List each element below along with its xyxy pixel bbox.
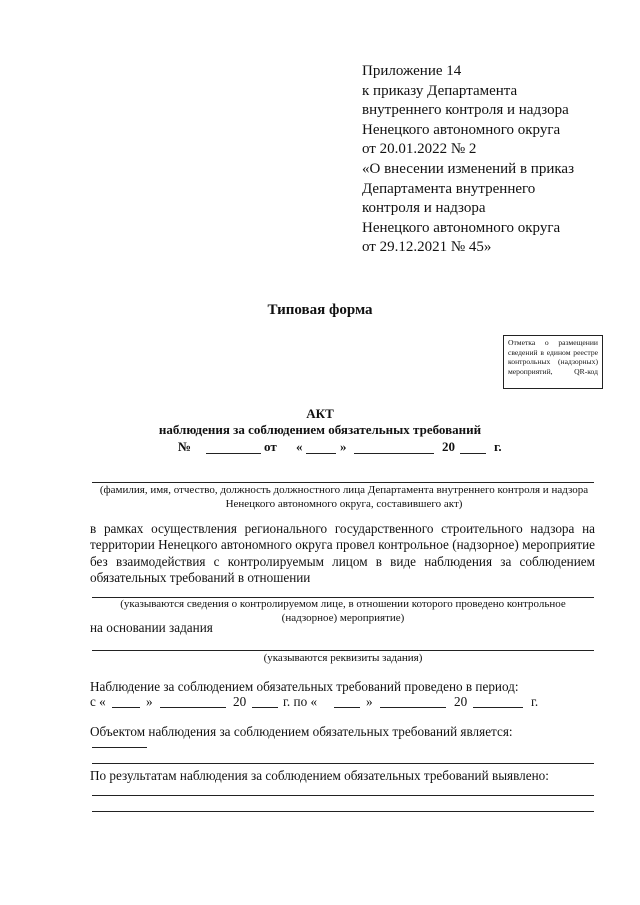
period-quote-close2: »	[366, 694, 373, 709]
paragraph-line: обязательных требований в отношении	[90, 570, 311, 586]
period-day-to-blank[interactable]	[334, 707, 360, 708]
header-line: от 20.01.2022 № 2	[362, 141, 477, 158]
header-line: к приказу Департамента	[362, 82, 518, 99]
from-label: от	[264, 439, 277, 454]
month-blank[interactable]	[354, 453, 434, 454]
task-caption: (указываются реквизиты задания)	[263, 652, 423, 664]
results-line-2[interactable]	[92, 811, 594, 812]
official-line[interactable]	[92, 482, 594, 483]
header-line: Ненецкого автономного округа	[362, 121, 561, 138]
period-month-from-blank[interactable]	[160, 707, 226, 708]
form-type-title: Типовая форма	[267, 302, 373, 318]
period-row	[90, 694, 595, 712]
period-from: с «	[90, 694, 106, 709]
day-blank[interactable]	[306, 453, 336, 454]
year-suffix: г.	[494, 439, 502, 454]
period-month-to-blank[interactable]	[380, 707, 446, 708]
task-line[interactable]	[92, 650, 594, 651]
year-prefix: 20	[442, 439, 455, 454]
header-line: Ненецкого автономного округа	[362, 219, 561, 236]
official-caption: (фамилия, имя, отчество, должность должностного лица Департамента внутреннего контроля и надзора Ненецкого автономного округа, составившего акт)	[99, 484, 589, 510]
period-quote-close: »	[146, 694, 153, 709]
number-blank[interactable]	[206, 453, 261, 454]
period-to: г. по «	[283, 694, 318, 709]
quote-open: «	[296, 439, 303, 454]
basis-label: на основании задания	[90, 620, 213, 635]
results-line-1[interactable]	[92, 795, 594, 796]
header-line: «О внесении изменений в приказ	[362, 160, 574, 177]
header-line: Приложение 14	[362, 63, 462, 79]
act-title: АКТ	[306, 406, 334, 421]
header-line: внутреннего контроля и надзора	[362, 102, 569, 119]
object-text: Объектом наблюдения за соблюдением обязательных требований является:	[90, 724, 513, 739]
period-year-from-blank[interactable]	[252, 707, 278, 708]
object-line-short[interactable]	[92, 747, 147, 748]
period-text: Наблюдение за соблюдением обязательных требований проведено в период:	[90, 679, 519, 694]
header-line: контроля и надзора	[362, 200, 486, 217]
qr-registry-box: Отметка о размещении сведений в едином реестре контрольных (надзорных) мероприятий, QR-код	[503, 335, 603, 389]
results-text: По результатам наблюдения за соблюдением обязательных требований выявлено:	[90, 768, 549, 783]
object-line[interactable]	[92, 763, 594, 764]
paragraph-line: территории Ненецкого автономного округа провел контрольное (надзорное) мероприятие	[90, 537, 595, 553]
paragraph-line: без взаимодействия с контролируемым лицом в виде наблюдения за соблюдением	[90, 553, 595, 569]
main-paragraph	[90, 521, 595, 587]
quote-close: »	[340, 439, 347, 454]
period-year-suffix: г.	[531, 694, 539, 709]
header-line: от 29.12.2021 № 45»	[362, 239, 492, 256]
act-heading	[0, 406, 640, 438]
period-year-to-blank[interactable]	[473, 707, 523, 708]
number-label: №	[178, 439, 192, 454]
controlled-person-caption: (указываются сведения о контролируемом лице, в отношении которого проведено контрольное (надзорное) мероприятие)	[120, 598, 566, 624]
period-day-from-blank[interactable]	[112, 707, 140, 708]
paragraph-line: в рамках осуществления регионального государственного строительного надзора на	[90, 521, 595, 536]
header-line: Департамента внутреннего	[362, 180, 536, 197]
year-blank[interactable]	[460, 453, 486, 454]
header-block	[362, 62, 612, 258]
period-year-prefix: 20	[233, 694, 247, 709]
period-year-prefix2: 20	[454, 694, 468, 709]
act-subtitle: наблюдения за соблюдением обязательных требований	[158, 422, 482, 437]
